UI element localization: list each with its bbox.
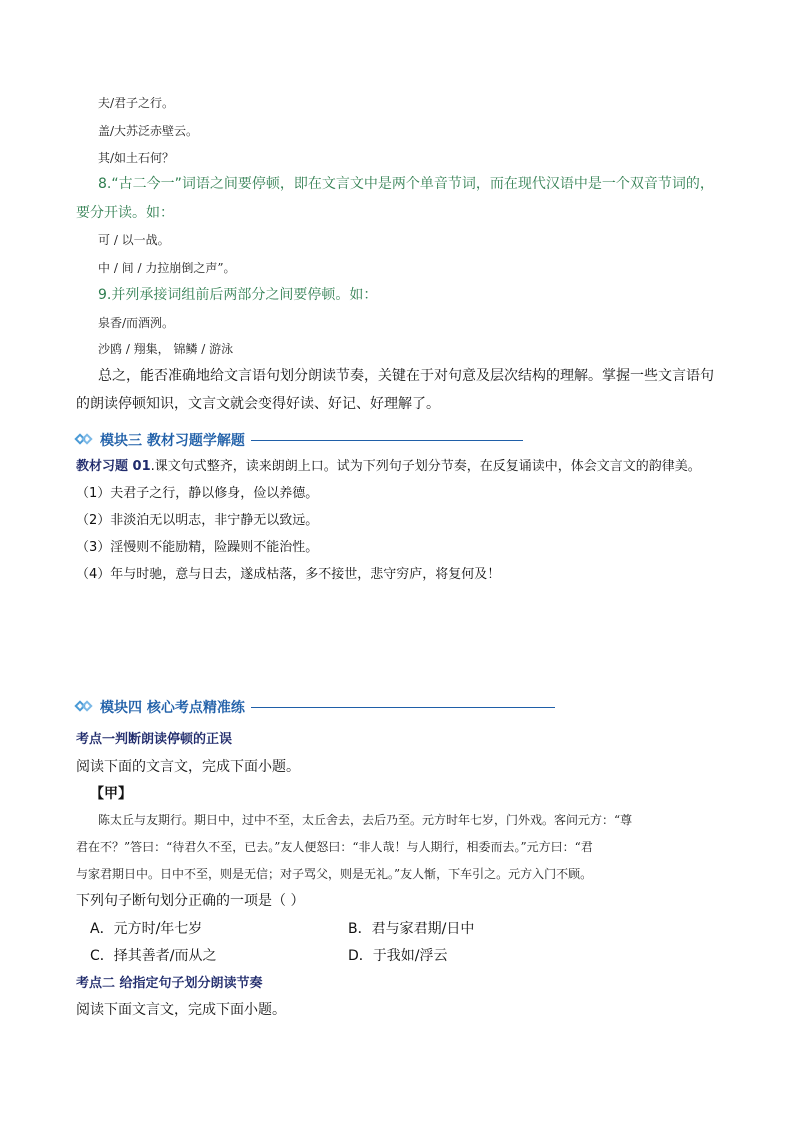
diamond-icon [76,433,94,447]
exercise-text: .课文句式整齐，读来朗朗上口。试为下列句子划分节奏，在反复诵读中，体会文言文的韵律美。 [150,459,701,474]
exercise-item: （4）年与时驰，意与日去，遂成枯落，多不接世，悲守穷庐，将复何及！ [76,567,501,582]
heading-rule [251,440,523,441]
exercise-label: 教材习题 01 [76,459,151,474]
heading-rule [251,707,555,708]
diamond-icon [76,700,94,714]
question-text: 下列句子断句划分正确的一项是（ ） [76,893,305,909]
exercise-item: （3）淫慢则不能励精，险躁则不能治性。 [76,540,319,555]
option-d: D．于我如/浮云 [348,948,448,964]
instruction-text: 阅读下面的文言文，完成下面小题。 [76,759,300,775]
jia-label: 【甲】 [90,786,132,802]
module4-heading [76,697,555,717]
kaodian2-title: 考点二 给指定句子划分朗读节奏 [76,976,263,991]
module3-title: 模块三 教材习题学解题 [100,433,245,449]
module3-heading [76,430,523,450]
point9-text: 9.并列承接词组前后两部分之间要停顿。如： [98,287,378,303]
kaodian1-title: 考点一判断朗读停顿的正误 [76,732,233,747]
example-text: 夫/君子之行。 [98,96,175,110]
point8-line2: 要分开读。如： [76,205,174,221]
exercise-item: （2）非淡泊无以明志，非宁静无以致远。 [76,513,319,528]
exercise-item: （1）夫君子之行，静以修身，俭以养德。 [76,486,319,501]
example-text: 盖/大苏泛赤壁云。 [98,124,199,138]
summary-line2: 的朗读停顿知识，文言文就会变得好读、好记、好理解了。 [76,396,440,412]
example-text: 中 / 间 / 力拉崩倒之声”。 [98,261,236,275]
summary-line1: 总之，能否准确地给文言语句划分朗读节奏，关键在于对句意及层次结构的理解。掌握一些文言语句 [98,368,714,384]
passage-line: 与家君期日中。日中不至，则是无信；对子骂父，则是无礼。”友人惭，下车引之。元方入门不顾。 [76,867,593,881]
passage-line: 陈太丘与友期行。期日中，过中不至，太丘舍去，去后乃至。元方时年七岁，门外戏。客问元方：“尊 [98,813,633,827]
example-text: 沙鸥 / 翔集， 锦鳞 / 游泳 [98,342,234,356]
point8-line1: 8.“古二今一”词语之间要停顿，即在文言文中是两个单音节词，而在现代汉语中是一个双音节词的， [98,176,714,192]
example-text: 其/如土石何？ [98,151,175,165]
option-c: C．择其善者/而从之 [90,948,217,964]
option-b: B．君与家君期/日中 [348,921,475,937]
instruction-text: 阅读下面文言文，完成下面小题。 [76,1002,286,1018]
option-a: A．元方时/年七岁 [90,921,203,937]
example-text: 可 / 以一战。 [98,233,170,247]
module4-title: 模块四 核心考点精准练 [100,700,245,716]
exercise-line [76,459,701,475]
example-text: 泉香/而酒洌。 [98,316,175,330]
passage-line: 君在不？”答曰：“待君久不至，已去。”友人便怒曰：“非人哉！与人期行，相委而去。”元方曰：“君 [76,840,593,854]
